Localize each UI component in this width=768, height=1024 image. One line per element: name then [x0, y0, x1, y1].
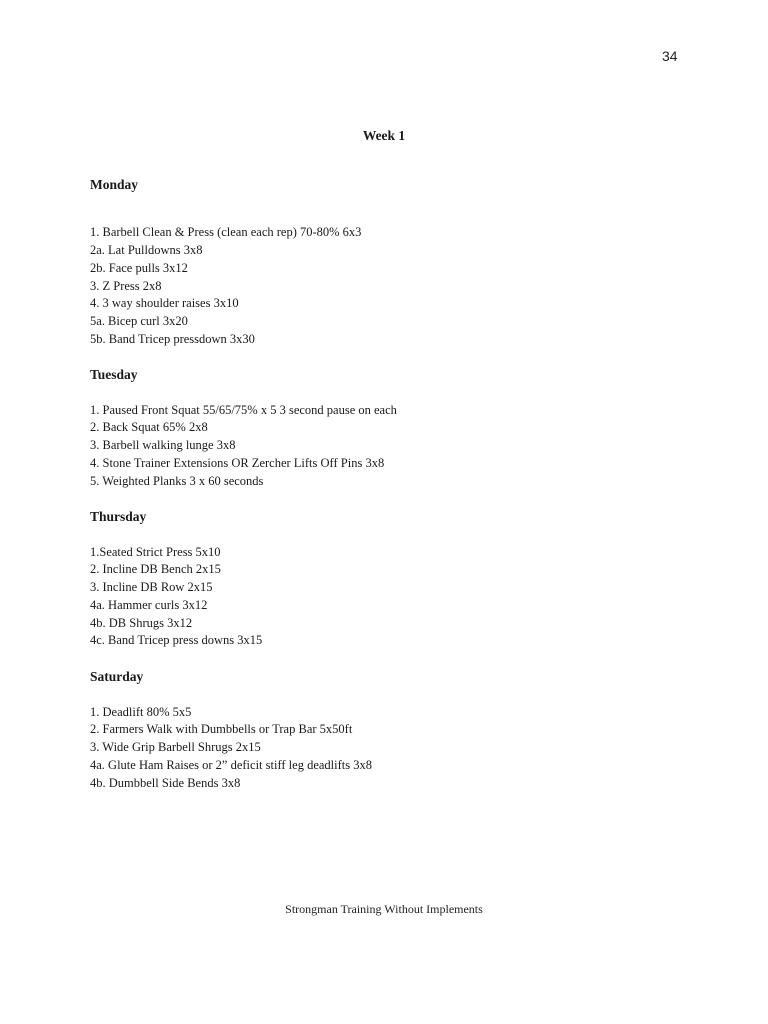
page-number: 34: [662, 48, 678, 64]
section-heading-monday: Monday: [90, 177, 139, 192]
list-item: 4. 3 way shoulder raises 3x10: [90, 296, 239, 310]
list-item: 1.Seated Strict Press 5x10: [90, 545, 221, 559]
list-item: 4a. Hammer curls 3x12: [90, 598, 208, 612]
section-heading-thursday: Thursday: [90, 509, 147, 524]
list-item: 4. Stone Trainer Extensions OR Zercher Lifts Off Pins 3x8: [90, 456, 385, 470]
week-title: Week 1: [362, 128, 406, 143]
list-item: 4b. Dumbbell Side Bends 3x8: [90, 776, 241, 790]
list-item: 4b. DB Shrugs 3x12: [90, 616, 193, 630]
list-item: 3. Wide Grip Barbell Shrugs 2x15: [90, 740, 261, 754]
list-item: 2. Back Squat 65% 2x8: [90, 420, 208, 434]
list-item: 3. Barbell walking lunge 3x8: [90, 438, 236, 452]
list-item: 3. Incline DB Row 2x15: [90, 580, 213, 594]
list-item: 4a. Glute Ham Raises or 2” deficit stiff leg deadlifts 3x8: [90, 758, 372, 772]
list-item: 2b. Face pulls 3x12: [90, 261, 188, 275]
list-item: 4c. Band Tricep press downs 3x15: [90, 633, 263, 647]
list-item: 1. Barbell Clean & Press (clean each rep) 70-80% 6x3: [90, 225, 362, 239]
list-item: 5a. Bicep curl 3x20: [90, 314, 188, 328]
section-heading-tuesday: Tuesday: [90, 367, 138, 382]
page-footer: Strongman Training Without Implements: [285, 902, 483, 916]
list-item: 3. Z Press 2x8: [90, 279, 162, 293]
list-item: 2. Farmers Walk with Dumbbells or Trap Bar 5x50ft: [90, 722, 353, 736]
list-item: 1. Paused Front Squat 55/65/75% x 5 3 second pause on each: [90, 403, 397, 417]
list-item: 2a. Lat Pulldowns 3x8: [90, 243, 203, 257]
list-item: 5. Weighted Planks 3 x 60 seconds: [90, 474, 264, 488]
section-heading-saturday: Saturday: [90, 669, 144, 684]
list-item: 1. Deadlift 80% 5x5: [90, 705, 192, 719]
list-item: 5b. Band Tricep pressdown 3x30: [90, 332, 255, 346]
list-item: 2. Incline DB Bench 2x15: [90, 562, 221, 576]
